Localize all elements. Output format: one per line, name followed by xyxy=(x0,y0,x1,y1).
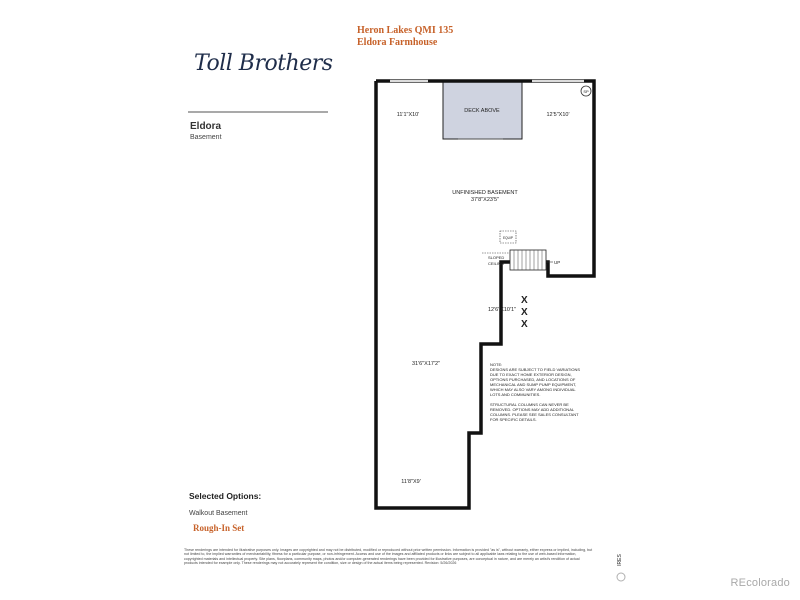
disclaimer-text: These renderings are intended for illustrative purposes only. Images are copyrighted and may not be distributed, modified or reproduced without prior written permission. Information is provided "as is", without warranty, either express or implied, including, but not limited to, the implied warranties of merchantability, fitness for a particular purpose, or non-infringement. Access and use of the images and affiliated products or links are subject to all applicable laws relating to the use of web-based information, copyrighted materials and intellectual property. Site plans, floorplans, community maps, photos and/or computer-generated renderings have been provided for illustrative purposes, are conceptual in nature, and are merely an artist's rendition of actual products intended for example only. These renderings may not accurately represent the condition, size or design of the actual items being represented. Revision: 5/26/2026 xyxy=(184,548,593,566)
room-dim-bottom: 11'8"X9' xyxy=(401,479,421,485)
up-label: UP xyxy=(554,260,561,265)
room-dim-top-right: 12'5"X10' xyxy=(546,112,570,118)
sloped-label: SLOPED xyxy=(488,255,505,260)
community-title: Heron Lakes QMI 135 xyxy=(357,25,454,36)
room-dim-top-left: 11'1"X10' xyxy=(396,112,420,118)
svg-text:NOTE:: NOTE: xyxy=(490,362,503,367)
svg-text:WHICH MAY ALSO VARY AMONG INDI: WHICH MAY ALSO VARY AMONG INDIVIDUAL xyxy=(490,387,576,392)
svg-text:LOTS AND COMMUNITIES.: LOTS AND COMMUNITIES. xyxy=(490,392,541,397)
svg-text:COLUMNS. PLEASE SEE SALES CONS: COLUMNS. PLEASE SEE SALES CONSULTANT xyxy=(490,412,579,417)
selected-options-title: Selected Options: xyxy=(189,491,262,501)
watermark: REcolorado xyxy=(730,577,790,589)
outer-walls xyxy=(376,81,594,508)
equipment-label: EQUIP xyxy=(503,236,513,240)
plan-level: Basement xyxy=(190,134,222,141)
svg-text:REMOVED. OPTIONS MAY ADD ADDIT: REMOVED. OPTIONS MAY ADD ADDITIONAL xyxy=(490,407,575,412)
selected-option-item: Walkout Basement xyxy=(189,510,248,517)
svg-text:MECHANICAL AND SUMP PUMP EQUIP: MECHANICAL AND SUMP PUMP EQUIPMENT, xyxy=(490,382,577,387)
svg-text:DUE TO EXACT HOME EXTERIOR DES: DUE TO EXACT HOME EXTERIOR DESIGN, xyxy=(490,372,572,377)
x-marker: X xyxy=(521,307,528,318)
unfinished-basement-dims: 37'8"X23'5" xyxy=(470,197,500,203)
unfinished-basement-label: UNFINISHED BASEMENT xyxy=(452,190,518,196)
plan-note xyxy=(490,362,580,422)
plan-subtitle: Eldora Farmhouse xyxy=(357,37,438,48)
svg-text:OPTIONS PURCHASED, AND LOCATIO: OPTIONS PURCHASED, AND LOCATIONS OF xyxy=(490,377,576,382)
svg-text:DESIGNS ARE SUBJECT TO FIELD V: DESIGNS ARE SUBJECT TO FIELD VARIATIONS xyxy=(490,367,581,372)
stairs xyxy=(510,250,546,270)
svg-text:FOR SPECIFIC DETAILS.: FOR SPECIFIC DETAILS. xyxy=(490,417,537,422)
brand-logo: Toll Brothers xyxy=(194,51,333,76)
x-marker: X xyxy=(521,295,528,306)
x-marker: X xyxy=(521,319,528,330)
ceiling-label: CEILING xyxy=(488,261,505,266)
selected-option-highlight: Rough-In Set xyxy=(193,523,245,533)
ires-label: IRES xyxy=(617,554,623,566)
plan-name: Eldora xyxy=(190,121,222,132)
ires-logo-icon xyxy=(614,548,628,582)
room-dim-left: 31'6"X17'2" xyxy=(411,361,441,367)
svg-text:STRUCTURAL COLUMNS CAN NEVER B: STRUCTURAL COLUMNS CAN NEVER BE xyxy=(490,402,569,407)
room-dim-mid-right: 12'6"X10'1" xyxy=(487,307,517,313)
sump-pump-label: SP xyxy=(583,89,589,94)
deck-label: DECK ABOVE xyxy=(464,108,500,114)
